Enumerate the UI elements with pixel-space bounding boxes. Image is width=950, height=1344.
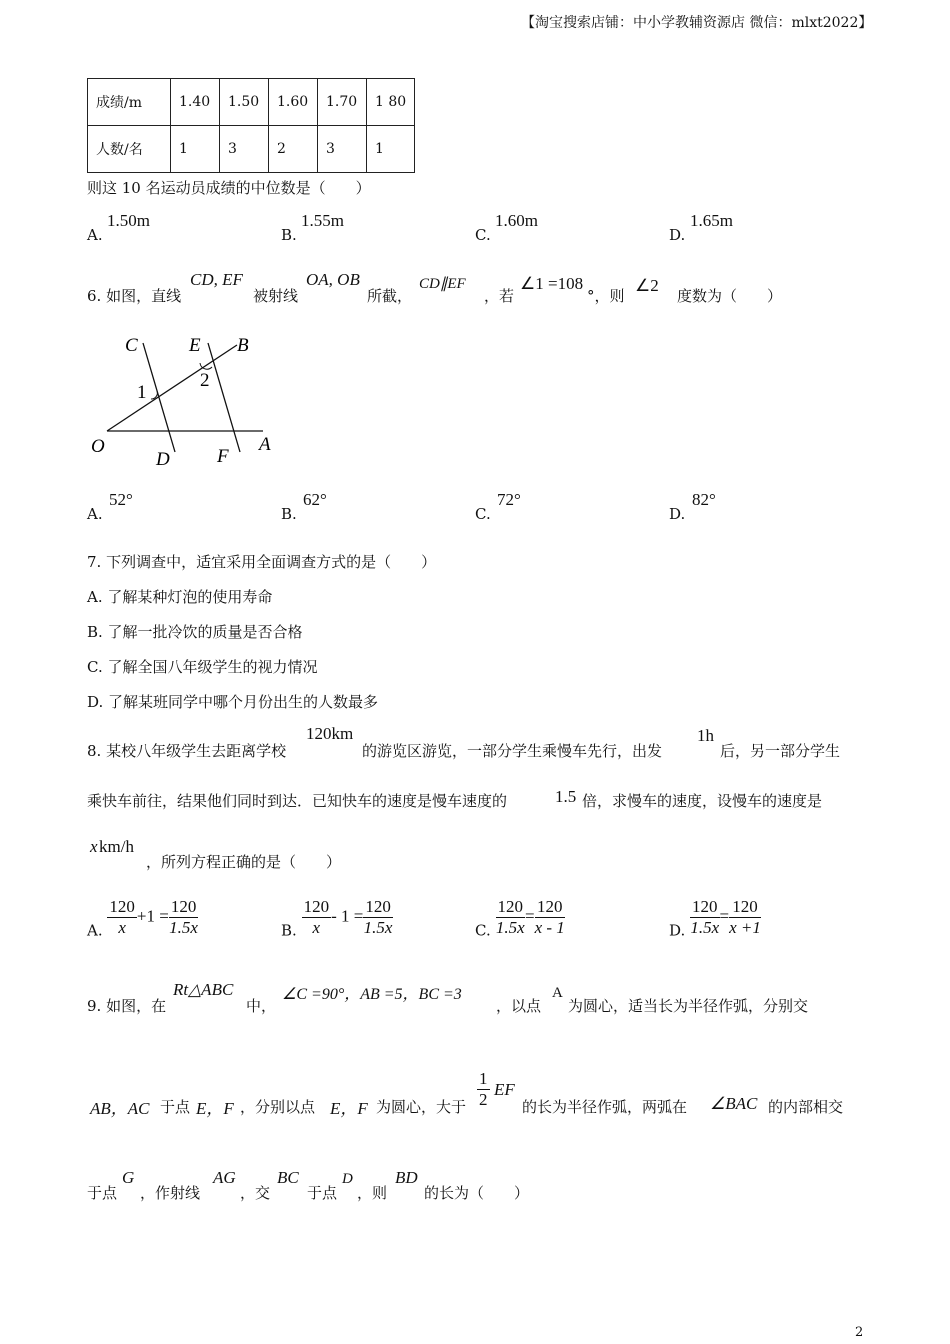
q6-text: ，若 <box>484 287 515 305</box>
q6-text: 被射线 <box>253 287 299 305</box>
option-letter: A. <box>87 921 103 940</box>
q9-text: ，作射线 <box>140 1184 201 1202</box>
option-letter: D. <box>669 921 686 940</box>
fraction <box>107 897 137 938</box>
option-value: 62° <box>303 490 327 509</box>
numerator: 120 <box>109 897 135 916</box>
numerator: 120 <box>729 897 761 918</box>
q8-text: ，所列方程正确的是（ ） <box>146 853 342 871</box>
option-c <box>475 897 565 940</box>
label-b: B <box>237 335 249 356</box>
q8-math: x <box>90 837 98 856</box>
q9-text: 9. 如图，在 <box>87 997 167 1015</box>
line-ef <box>208 343 240 452</box>
q9-math: BD <box>395 1168 418 1187</box>
denominator: x - 1 <box>534 918 565 937</box>
q6-math: ∠2 <box>635 276 659 295</box>
q9-text: ，以点 <box>496 997 542 1015</box>
q9-math: E，F <box>196 1099 234 1118</box>
option-letter: C. <box>475 921 491 940</box>
q9-text: 于点 <box>307 1184 338 1202</box>
q6-math: OA, OB <box>306 270 360 289</box>
q9-text: 的长为半径作弧，两弧在 <box>522 1098 688 1116</box>
table-cell: 1.50 <box>220 79 269 126</box>
q6-text: °，则 <box>587 287 625 305</box>
q9-text: 中， <box>246 997 277 1015</box>
label-d: D <box>156 449 170 470</box>
option-value: 1.50m <box>107 211 150 230</box>
numerator: 120 <box>365 897 391 916</box>
q9-math: G <box>122 1168 135 1187</box>
q9-text: 为圆心，大于 <box>376 1098 467 1116</box>
option-value: 72° <box>497 490 521 509</box>
line-cd <box>143 343 175 452</box>
q9-text: 的长为（ ） <box>424 1184 530 1202</box>
q9-text: ，交 <box>240 1184 271 1202</box>
table-cell: 1.40 <box>171 79 220 126</box>
q9-math: EF <box>494 1080 515 1099</box>
q6-figure <box>85 325 295 475</box>
table-row <box>88 126 415 173</box>
table-cell: 3 <box>220 126 269 173</box>
q9-text: ，分别以点 <box>240 1098 316 1116</box>
table-row <box>88 79 415 126</box>
q6-math: CD, EF <box>190 270 243 289</box>
table-cell: 1 80 <box>367 79 415 126</box>
numerator: 120 <box>497 897 523 916</box>
option-value: 1.60m <box>495 211 538 230</box>
q9-math: ∠C =90°，AB =5，BC =3 <box>282 986 462 1003</box>
q9-math: ∠BAC <box>710 1094 758 1113</box>
option-value: 52° <box>109 490 133 509</box>
q7-option-c: C. 了解全国八年级学生的视力情况 <box>87 658 318 676</box>
q6-text: 所截， <box>367 287 413 305</box>
label-2: 2 <box>200 370 210 391</box>
option-a <box>87 897 198 940</box>
option-letter: C. <box>475 505 491 523</box>
table-cell: 成绩/m <box>88 79 171 126</box>
q7-stem: 7. 下列调查中，适宜采用全面调查方式的是（ ） <box>87 553 437 571</box>
operator: = <box>719 906 730 926</box>
numerator: 120 <box>170 897 197 916</box>
table-cell: 1 <box>171 126 220 173</box>
q9-math: AG <box>213 1168 236 1187</box>
q9-math: A <box>552 985 563 1001</box>
denominator: 2 <box>479 1090 488 1109</box>
q9-math: D <box>342 1171 353 1187</box>
fraction-half <box>477 1069 490 1110</box>
q5-stem: 则这 10 名运动员成绩的中位数是（ ） <box>87 179 371 197</box>
table-cell: 3 <box>318 126 367 173</box>
q9-math: Rt△ABC <box>173 980 234 999</box>
option-value: 82° <box>692 490 716 509</box>
numerator: 120 <box>535 897 565 918</box>
fraction <box>535 897 565 938</box>
table-cell: 1 <box>367 126 415 173</box>
q9-text: 为圆心，适当长为半径作弧，分别交 <box>568 997 809 1015</box>
q6-text: 度数为（ ） <box>677 287 783 305</box>
fraction <box>363 897 393 938</box>
q8-text: 倍，求慢车的速度，设慢车的速度是 <box>582 792 823 810</box>
numerator: 120 <box>692 897 718 916</box>
q8-math: 120km <box>306 724 354 743</box>
label-1: 1 <box>137 382 147 403</box>
table-cell: 2 <box>269 126 318 173</box>
denominator: x <box>312 918 321 937</box>
page-header: 【淘宝搜索店铺：中小学教辅资源店 微信：mlxt2022】 <box>521 15 873 31</box>
option-d <box>669 897 761 940</box>
fraction <box>169 897 199 938</box>
label-a: A <box>259 434 271 455</box>
q9-text: 于点 <box>87 1184 118 1202</box>
q9-math: AB，AC <box>90 1099 150 1118</box>
operator: = <box>525 906 535 926</box>
option-letter: B. <box>281 505 297 523</box>
label-o: O <box>91 436 105 457</box>
denominator: 1.5x <box>169 918 198 937</box>
q9-text: 于点 <box>160 1098 191 1116</box>
q8-text: 乘快车前往，结果他们同时到达．已知快车的速度是慢车速度的 <box>87 792 508 810</box>
q8-math: 1.5 <box>555 787 577 806</box>
fraction <box>302 897 332 938</box>
table-cell: 人数/名 <box>88 126 171 173</box>
denominator: 1.5x <box>690 918 720 937</box>
numerator: 1 <box>479 1069 488 1088</box>
option-letter: C. <box>475 226 491 244</box>
q8-math: 1h <box>697 726 714 745</box>
q8-text: 的游览区游览，一部分学生乘慢车先行，出发 <box>362 742 663 760</box>
table-cell: 1.70 <box>318 79 367 126</box>
q7-option-b: B. 了解一批冷饮的质量是否合格 <box>87 623 303 641</box>
q9-math: BC <box>277 1168 299 1187</box>
denominator: 1.5x <box>495 918 525 937</box>
q8-text: 后，另一部分学生 <box>720 742 841 760</box>
denominator: x <box>118 918 126 937</box>
score-table <box>87 78 415 173</box>
q8-text: 8. 某校八年级学生去距离学校 <box>87 742 287 760</box>
q9-text: ，则 <box>357 1184 388 1202</box>
ray-ob <box>107 345 237 431</box>
fraction <box>690 897 720 938</box>
numerator: 120 <box>303 897 330 916</box>
q6-math: CD∥EF <box>419 276 466 292</box>
q6-text: 6. 如图，直线 <box>87 287 182 305</box>
option-letter: A. <box>87 226 103 244</box>
option-letter: D. <box>669 226 686 244</box>
q8-math: km/h <box>99 837 134 856</box>
operator: +1 = <box>136 906 169 926</box>
label-c: C <box>125 335 138 356</box>
option-value: 1.65m <box>690 211 733 230</box>
label-e: E <box>189 335 201 356</box>
q7-option-a: A. 了解某种灯泡的使用寿命 <box>87 588 273 606</box>
q9-math: E，F <box>330 1099 368 1118</box>
q6-math: ∠1 =108 <box>520 274 584 293</box>
denominator: 1.5x <box>363 918 393 937</box>
fraction <box>729 897 761 938</box>
q7-option-d: D. 了解某班同学中哪个月份出生的人数最多 <box>87 693 379 711</box>
option-letter: B. <box>281 921 297 940</box>
table-cell: 1.60 <box>269 79 318 126</box>
option-letter: D. <box>669 505 686 523</box>
denominator: x +1 <box>729 918 761 937</box>
fraction <box>496 897 526 938</box>
option-letter: A. <box>87 505 103 523</box>
page-number: 2 <box>855 1325 864 1340</box>
option-value: 1.55m <box>301 211 344 230</box>
label-f: F <box>217 446 229 467</box>
option-letter: B. <box>281 226 297 244</box>
operator: - 1 = <box>331 906 364 926</box>
option-b <box>281 897 393 940</box>
q9-text: 的内部相交 <box>768 1098 844 1116</box>
